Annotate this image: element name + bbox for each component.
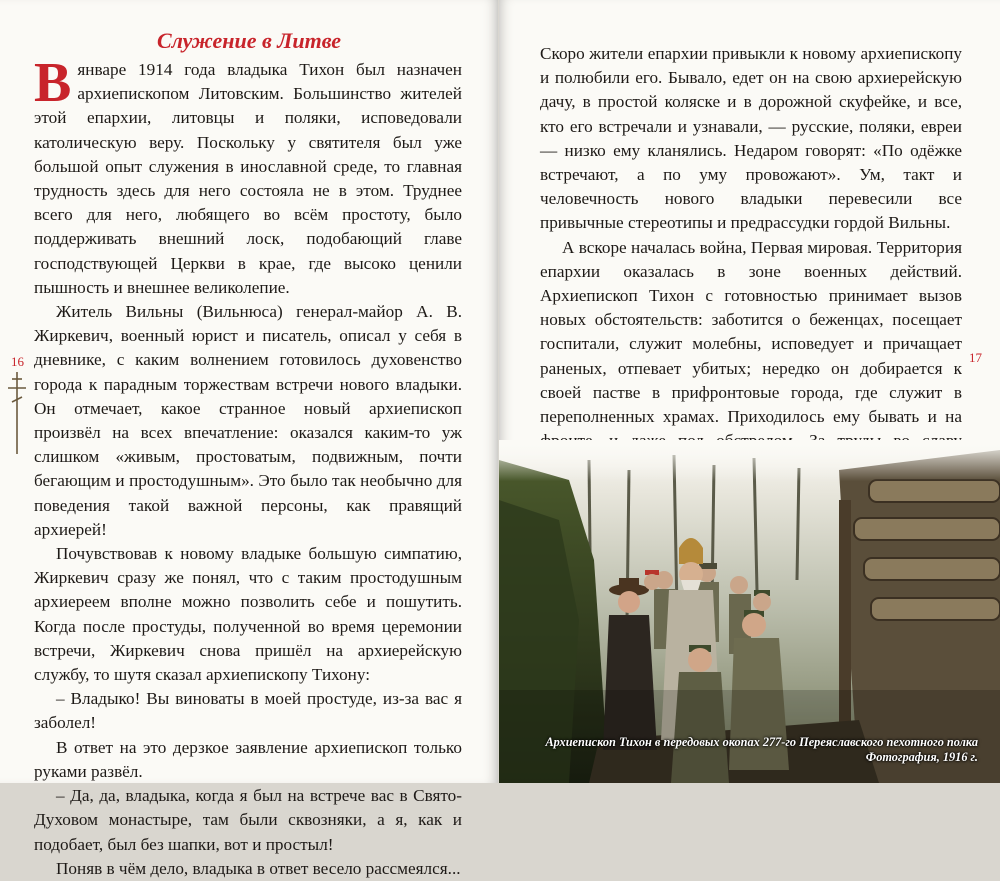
paragraph: Житель Вильны (Вильнюса) генерал-майор А. В. Жиркевич, военный юрист и писатель, описал у себя в дневнике, с каким волнением готовилось духовенство города к парадным торжествам встречи нового владыки. Он отмечает, какое странное новый архиепископ произвёл на всех впечатление: оказался каким-то уж слишком «живым, простоватым, подвижным, почти бегающим и простодушным». Это было так необычно для поведения такой важной персоны, как правящий архиерей! [34, 302, 462, 539]
paragraph: Поняв в чём дело, владыка в ответ весело рассмеялся... [56, 858, 461, 878]
paragraph: Скоро жители епархии привыкли к новому архиепископу и полюбили его. Бывало, едет он на свою архиерейскую дачу, в простой коляске и в дорожной скуфейке, и все, кто его встречали и узнавали, — русские, поляки, евреи — низко ему кланялись. Недаром говорят: «По одёжке встречают, а по уму провожают». Ум, такт и человечность нового владыки перевесили все привычные стереотипы и предрассудки гордой Вильны. [540, 44, 962, 233]
left-page [0, 0, 498, 878]
paragraph: – Да, да, владыка, когда я был на встрече вас в Свято-Духовом монастыре, там были сквозняки, а я, как и подобает, был без шапки, вот и простыл! [34, 786, 462, 854]
trench-photograph [499, 440, 1000, 783]
trench-photo-illustration [499, 440, 1000, 783]
page-number-left: 16 [11, 354, 24, 369]
paragraph: Почувствовав к новому владыке большую симпатию, Жиркевич сразу же понял, что с таким простодушным архиереем вполне можно позволить себе и пошутить. Когда после простуды, полученной во время церемонии встречи, Жиркевич снова пришёл на архиерейскую службу, то шутя сказал архиепископу Тихону: [34, 544, 462, 685]
paragraph: В ответ на это дерзкое заявление архиепископ только руками развёл. [34, 737, 462, 781]
photo-caption [508, 735, 978, 765]
chapter-title: Служение в Литве [156, 28, 342, 53]
paragraph: – Владыко! Вы виноваты в моей простуде, из-за вас я заболел! [34, 689, 462, 733]
right-page [499, 0, 1000, 783]
left-text-column [34, 52, 462, 881]
paragraph: Вянваре 1914 года владыка Тихон был назначен архиепископом Литовским. Большинство жителей этой епархии, литовцы и поляки, исповедовали католическую веру. Поскольку у святителя был уже большой опыт служения в инославной среде, то главная трудность здесь для него состояла не в этом. Труднее всего для него, любящего во всём простоту, было поддерживать внешний лоск, подобающий главе господствующей Церкви в крае, где высоко ценили пышность и внешнее великолепие. [34, 52, 462, 297]
orthodox-cross-icon [7, 372, 27, 454]
drop-cap: В [34, 52, 72, 114]
paragraph: А вскоре началась война, Первая мировая. Территория епархии оказалась в зоне военных действий. Архиепископ Тихон с готовностью принимает вызов новых обстоятельств: заботится о беженцах, посещает госпитали, служит молебны, исповедует и причащает раненых, отпевает убитых; нередко он добирается к своей пастве в прифронтовые города, где служит в переполненных храмах. Приходилось ему бывать и на [540, 237, 962, 427]
caption-line: Архиепископ Тихон в передовых окопах 277-го Переяславского пехотного полка [545, 735, 978, 749]
page-number-right: 17 [969, 350, 982, 365]
caption-line: Фотография, 1916 г. [865, 750, 978, 764]
right-text-column [540, 42, 962, 502]
